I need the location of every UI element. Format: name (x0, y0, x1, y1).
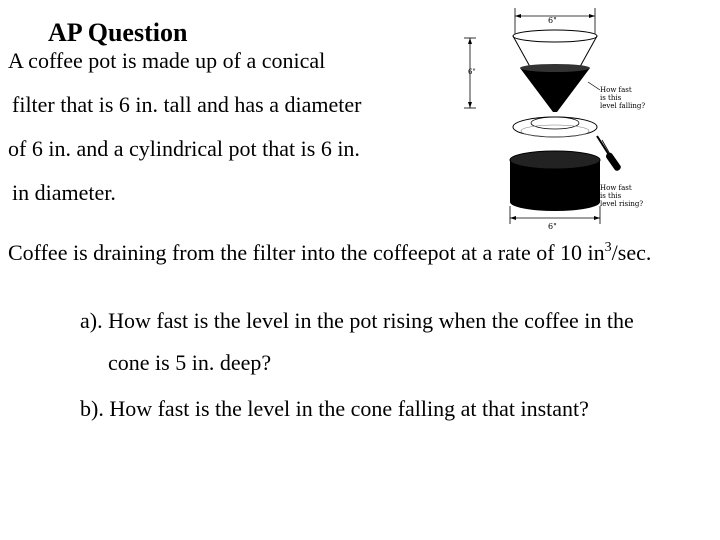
rate-prefix: Coffee is draining from the filter into the coffeepot at a rate of 10 in (8, 240, 605, 265)
question-a-line-2: cone is 5 in. deep? (108, 350, 272, 375)
cone-filter (513, 30, 597, 112)
rising-label-line-1: How fast (600, 184, 632, 192)
cylindrical-pot (510, 151, 600, 211)
question-a-line-1: a). How fast is the level in the pot rising when the coffee in the (80, 308, 634, 333)
question-b: b). How fast is the level in the cone falling at that instant? (80, 396, 589, 421)
falling-label-line-1: How fast (600, 86, 632, 94)
bottom-dimension-label: 6" (548, 222, 557, 231)
rising-label-line-3: level rising? (600, 200, 644, 208)
rate-statement (8, 240, 651, 266)
side-dimension-label: 6" (468, 68, 476, 76)
falling-label-line-2: is this (600, 94, 622, 102)
side-dimension (464, 38, 476, 108)
rate-suffix: /sec. (611, 240, 652, 265)
falling-label-line-3: level falling? (600, 102, 646, 110)
intro-line-3: of 6 in. and a cylindrical pot that is 6 in. (8, 136, 360, 161)
top-dimension-label: 6" (548, 16, 557, 25)
intro-line-2: filter that is 6 in. tall and has a diameter (12, 92, 362, 117)
page-title: AP Question (48, 18, 188, 47)
rising-annotation (594, 176, 643, 208)
rate-exponent: 3 (604, 240, 612, 255)
intro-line-4: in diameter. (12, 180, 116, 205)
coffee-pot-figure (460, 0, 660, 240)
falling-annotation (588, 82, 645, 110)
intro-line-1: A coffee pot is made up of a conical (8, 48, 326, 73)
rising-label-line-2: is this (600, 192, 622, 200)
